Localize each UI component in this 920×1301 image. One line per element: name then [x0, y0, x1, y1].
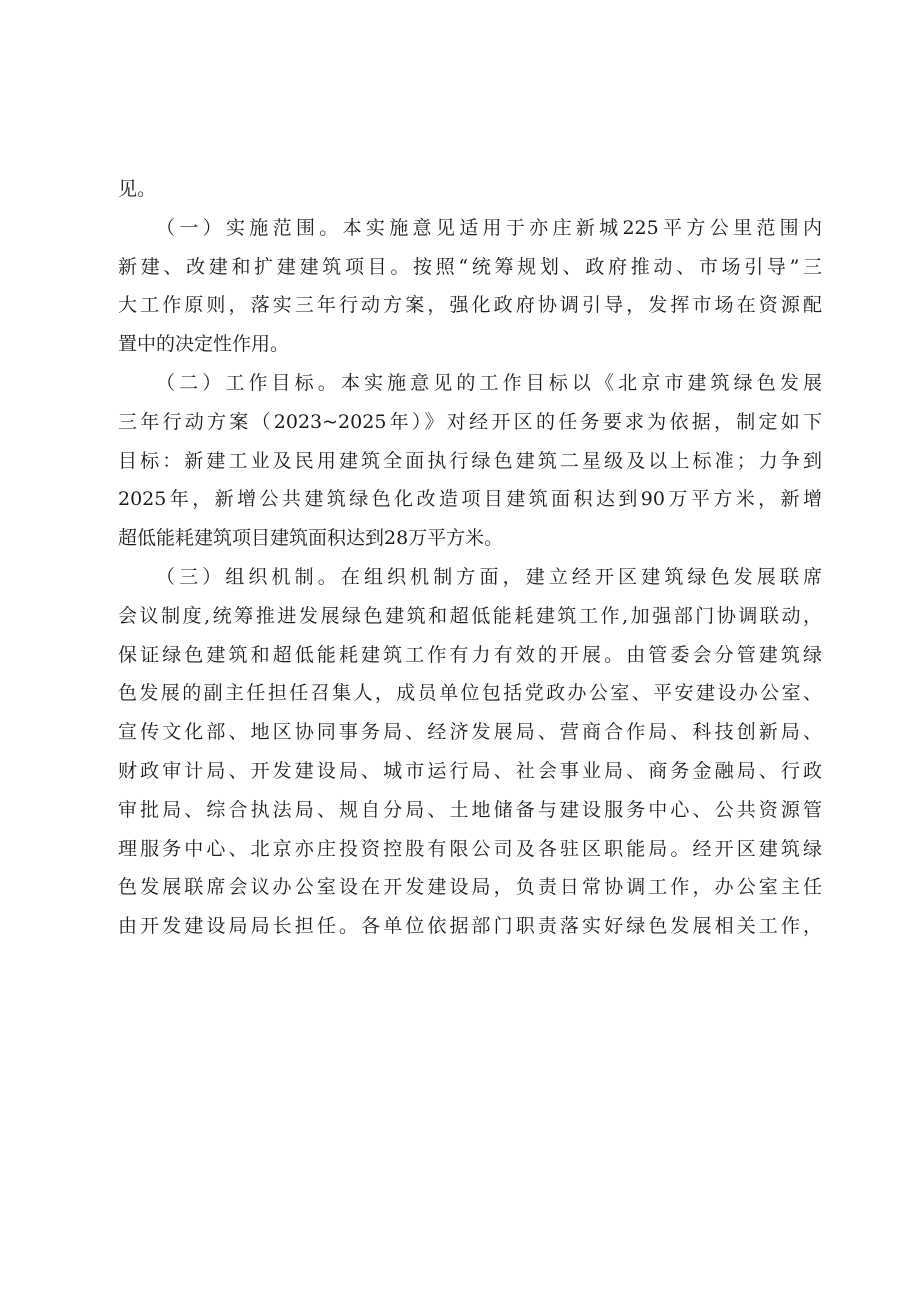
text-line: （二）工作目标。本实施意见的工作目标以《北京市建筑绿色发展	[156, 371, 822, 394]
text-line: 三年行动方案（2023~2025年）》对经开区的任务要求为依据，制定如下	[118, 410, 822, 433]
text-line: 2025年，新增公共建筑绿色化改造项目建筑面积达到90万平方米，新增	[118, 488, 822, 511]
text-line: 财政审计局、开发建设局、城市运行局、社会事业局、商务金融局、行政	[118, 759, 822, 782]
text-line: （三）组织机制。在组织机制方面，建立经开区建筑绿色发展联席	[156, 565, 822, 588]
text-line: 色发展联席会议办公室设在开发建设局，负责日常协调工作，办公室主任	[118, 876, 822, 899]
text-line: 超低能耗建筑项目建筑面积达到28万平方米。	[118, 527, 504, 550]
text-line: 理服务中心、北京亦庄投资控股有限公司及各驻区职能局。经开区建筑绿	[118, 837, 822, 860]
text-line: 审批局、综合执法局、规自分局、土地储备与建设服务中心、公共资源管	[118, 798, 822, 821]
document-body	[118, 170, 822, 946]
text-line: 宣传文化部、地区协同事务局、经济发展局、营商合作局、科技创新局、	[118, 721, 822, 744]
text-line: 新建、改建和扩建建筑项目。按照“统筹规划、政府推动、市场引导”三	[118, 255, 822, 278]
text-line: 由开发建设局局长担任。各单位依据部门职责落实好绿色发展相关工作，	[118, 915, 822, 938]
text-line: 目标：新建工业及民用建筑全面执行绿色建筑二星级及以上标准；力争到	[118, 449, 822, 472]
text-line: 见。	[118, 178, 157, 200]
text-line: （一）实施范围。本实施意见适用于亦庄新城225平方公里范围内	[156, 216, 822, 239]
text-line: 置中的决定性作用。	[118, 333, 290, 356]
text-line: 会议制度,统筹推进发展绿色建筑和超低能耗建筑工作,加强部门协调联动，	[118, 604, 822, 627]
text-line: 保证绿色建筑和超低能耗建筑工作有力有效的开展。由管委会分管建筑绿	[118, 643, 822, 666]
text-line: 大工作原则，落实三年行动方案，强化政府协调引导，发挥市场在资源配	[118, 294, 822, 317]
text-line: 色发展的副主任担任召集人，成员单位包括党政办公室、平安建设办公室、	[118, 682, 822, 705]
